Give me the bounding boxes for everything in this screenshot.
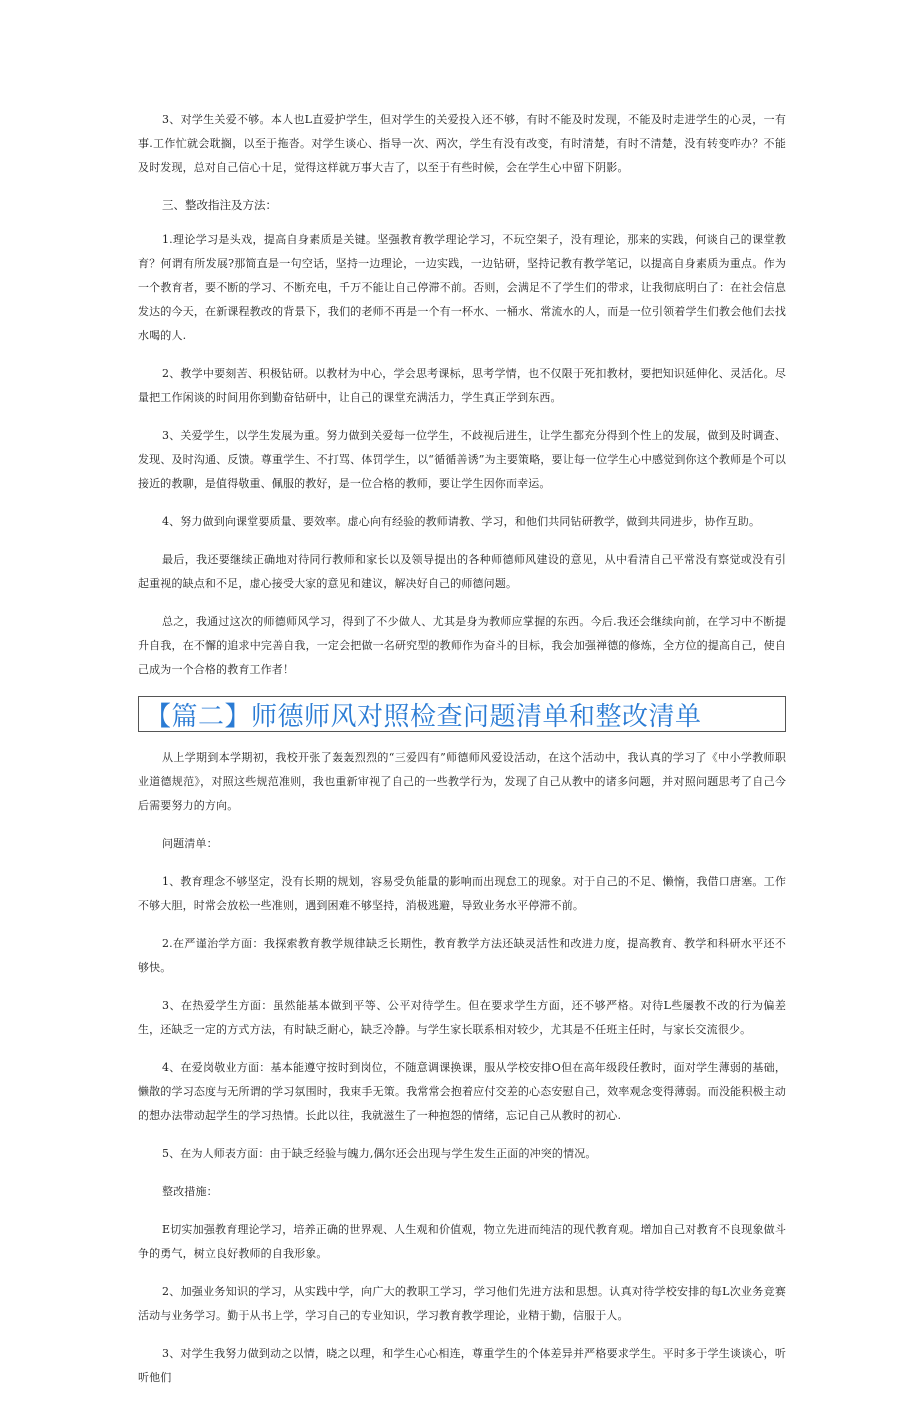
document-page	[138, 108, 786, 1404]
section-heading: 三、整改指注及方法：	[162, 198, 277, 212]
paragraph: 4、努力做到向课堂要质量、要效率。虚心向有经验的教师请教、学习，和他们共同钻研教学，做到共同进步，协作互助。	[162, 515, 761, 528]
paragraph: 3、对学生关爱不够。本人也L直爱护学生，但对学生的关爱投入还不够，有时不能及时发现，不能及时走进学生的心灵，一有事.工作忙就会耽搁，以至于拖沓。对学生谈心、指导一次、两次，学生有没有改变，有时清楚，有时不清楚，没有转变咋办？不能及时发现，总对自己信心十足，觉得这样就万事大吉了，以至于有些时候，会在学生心中留下阴影。	[138, 113, 786, 174]
paragraph: 总之，我通过这次的师德师风学习，得到了不少做人、尤其是身为教师应掌握的东西。今后.我还会继续向前，在学习中不断提升自我，在不懈的追求中完善自我，一定会把做一名研究型的教师作为奋斗的目标，我会加强禅德的修炼，全方位的提高自己，使自己成为一个合格的教育工作者！	[138, 615, 786, 676]
paragraph: 5、在为人师表方面：由于缺乏经验与魄力,偶尔还会出现与学生发生正面的冲突的情况。	[162, 1147, 597, 1160]
paragraph: 3、对学生我努力做到动之以情，晓之以理，和学生心心相连，尊重学生的个体差异并严格要求学生。平时多于学生谈谈心，听听他们	[138, 1347, 786, 1384]
paragraph: 2、教学中要刻苦、积极钻研。以教材为中心，学会思考课标，思考学情，也不仅限于死扣教材，要把知识延伸化、灵活化。尽量把工作闲谈的时间用你到勤奋钻研中，让自己的课堂充满活力，学生真正学到东西。	[138, 367, 786, 404]
paragraph: 4、在爱岗敬业方面：基本能遵守按时到岗位，不随意调课换课，服从学校安排O但在高年级段任教时，面对学生薄弱的基础，懒散的学习态度与无所谓的学习氛围时，我束手无策。我常常会抱着应付交差的心态安慰自己，效率观念变得薄弱。而没能积极主动的想办法带动起学生的学习热情。长此以往，我就滋生了一种抱怨的情绪，忘记自己从教时的初心.	[138, 1061, 786, 1122]
paragraph: 2.在严谨治学方面：我探索教育教学规律缺乏长期性，教育教学方法还缺灵活性和改进力度，提高教育、教学和科研水平还不够快。	[138, 937, 786, 974]
paragraph: 2、加强业务知识的学习，从实践中学，向广大的教职工学习，学习他们先进方法和思想。认真对待学校安排的每L次业务竞赛活动与业务学习。勤于从书上学，学习自己的专业知识，学习教育教学理论，业精于勤，信服于人。	[138, 1285, 786, 1322]
paragraph: 从上学期到本学期初，我校开张了轰轰烈烈的“三爱四有”师德师风爱设活动，在这个活动中，我认真的学习了《中小学教师职业道德规范》，对照这些规范准则，我也重新审视了自己的一些教学行为，发现了自己从教中的诸多问题，并对照问题思考了自己今后需要努力的方向。	[138, 751, 786, 812]
paragraph: 3、关爱学生，以学生发展为重。努力做到关爱每一位学生，不歧视后进生，让学生都充分得到个性上的发展，做到及时调查、发现、及时沟通、反馈。尊重学生、不打骂、体罚学生，以“循循善诱”为主要策略，要让每一位学生心中感觉到你这个教师是个可以接近的教聊，是值得敬重、佩服的教好，是一位合格的教师，要让学生因你而幸运。	[138, 429, 786, 490]
chapter-banner	[138, 696, 786, 732]
paragraph: 问题清单：	[162, 837, 218, 850]
chapter-title: 【篇二】师德师风对照检查问题清单和整改清单	[145, 701, 702, 732]
paragraph: 3、在热爱学生方面：虽然能基本做到平等、公平对待学生。但在要求学生方面，还不够严格。对待L些屡教不改的行为偏差生，还缺乏一定的方式方法，有时缺乏耐心，缺乏冷静。与学生家长联系相对较少，尤其是不任班主任时，与家长交流很少。	[138, 999, 786, 1036]
paragraph: 最后，我还要继续正确地对待同行教师和家长以及领导提出的各种师德师风建设的意见，从中看清自己平常没有察觉或没有引起重视的缺点和不足，虚心接受大家的意见和建议，解决好自己的师德问题。	[138, 553, 786, 590]
paragraph: 1、教育理念不够坚定，没有长期的规划，容易受负能量的影响而出现怠工的现象。对于自己的不足、懒惰，我借口唐塞。工作不够大胆，时常会放松一些准则，遇到困难不够坚持，消极逃避，导致业务水平停滞不前。	[138, 875, 786, 912]
paragraph: 1.理论学习是头戏，提高自身素质是关键。坚强教育教学理论学习，不玩空架子，没有理论，那来的实践，何谈自己的课堂教育？何谓有所发展?那简直是一句空话，坚持一边理论，一边实践，一边钻研，坚持记教有教学笔记，以提高自身素质为重点。作为一个教育者，要不断的学习、不断充电，千万不能让自己停滞不前。否则，会满足不了学生们的带求，让我彻底明白了：在社会信息发达的今天，在新课程教改的背景下，我们的老师不再是一个有一杯水、一桶水、常流水的人，而是一位引领着学生们教会他们去找水喝的人.	[138, 233, 786, 342]
paragraph: E切实加强教育理论学习，培养正确的世界观、人生观和价值观，物立先进而纯洁的现代教育观。增加自己对教育不良现象做斗争的勇气，树立良好教师的自我形象。	[138, 1223, 786, 1260]
paragraph: 整改措施：	[162, 1185, 218, 1198]
